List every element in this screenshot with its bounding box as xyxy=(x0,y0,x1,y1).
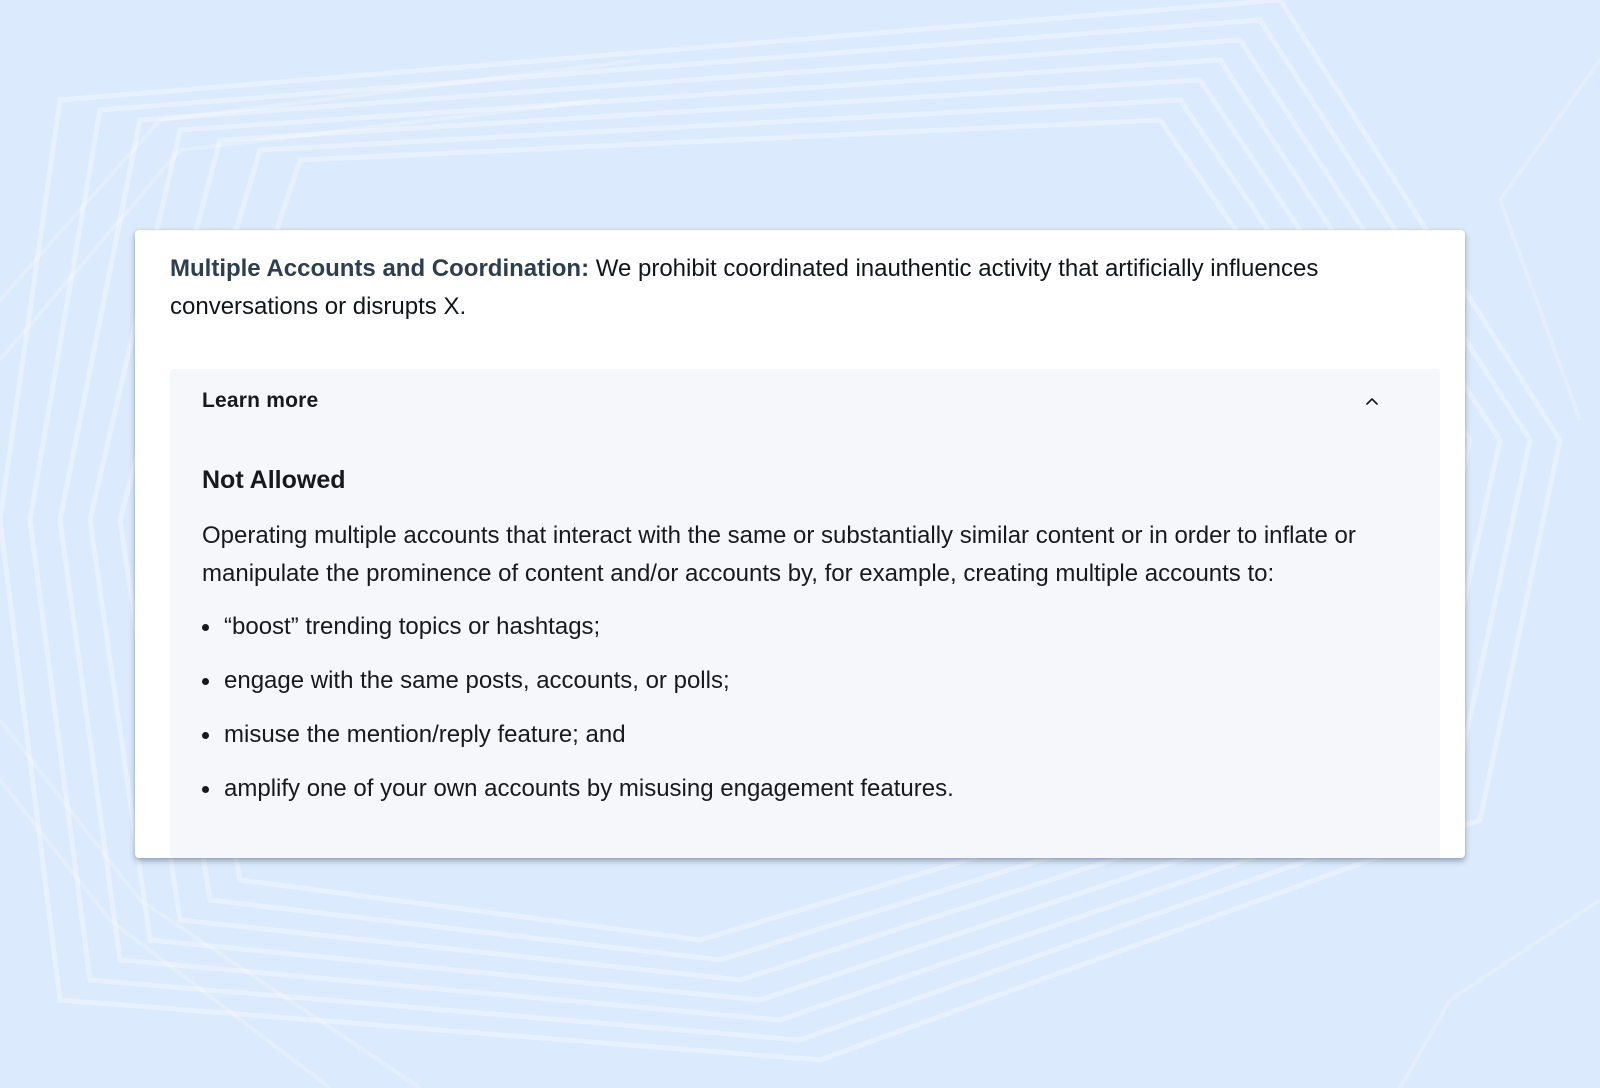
chevron-up-icon[interactable] xyxy=(1364,393,1380,409)
list-item xyxy=(202,662,1382,700)
learn-more-toggle[interactable] xyxy=(170,369,1440,437)
not-allowed-heading: Not Allowed xyxy=(202,466,346,494)
accordion-content xyxy=(202,465,1382,824)
list-item xyxy=(202,716,1382,754)
policy-term: Multiple Accounts and Coordination: xyxy=(170,255,590,282)
bullet-icon xyxy=(202,732,209,739)
policy-intro xyxy=(170,250,1435,326)
policy-card xyxy=(135,230,1465,858)
bullet-icon xyxy=(202,786,209,793)
list-item-text: engage with the same posts, accounts, or polls; xyxy=(224,667,730,694)
learn-more-accordion xyxy=(170,369,1440,858)
list-item-text: amplify one of your own accounts by misusing engagement features. xyxy=(224,775,954,802)
not-allowed-list xyxy=(202,608,1382,808)
learn-more-label: Learn more xyxy=(202,389,319,412)
list-item xyxy=(202,608,1382,646)
list-item-text: misuse the mention/reply feature; and xyxy=(224,721,626,748)
policy-summary: We prohibit coordinated inauthentic activity that artificially influences conversations or disrupts X. xyxy=(170,255,1319,320)
list-item xyxy=(202,770,1382,808)
bullet-icon xyxy=(202,678,209,685)
list-item-text: “boost” trending topics or hashtags; xyxy=(224,613,601,640)
bullet-icon xyxy=(202,624,209,631)
not-allowed-description: Operating multiple accounts that interact with the same or substantially similar content or in order to inflate or manipulate the prominence of content and/or accounts by, for example, creating multiple accounts to: xyxy=(202,522,1356,587)
